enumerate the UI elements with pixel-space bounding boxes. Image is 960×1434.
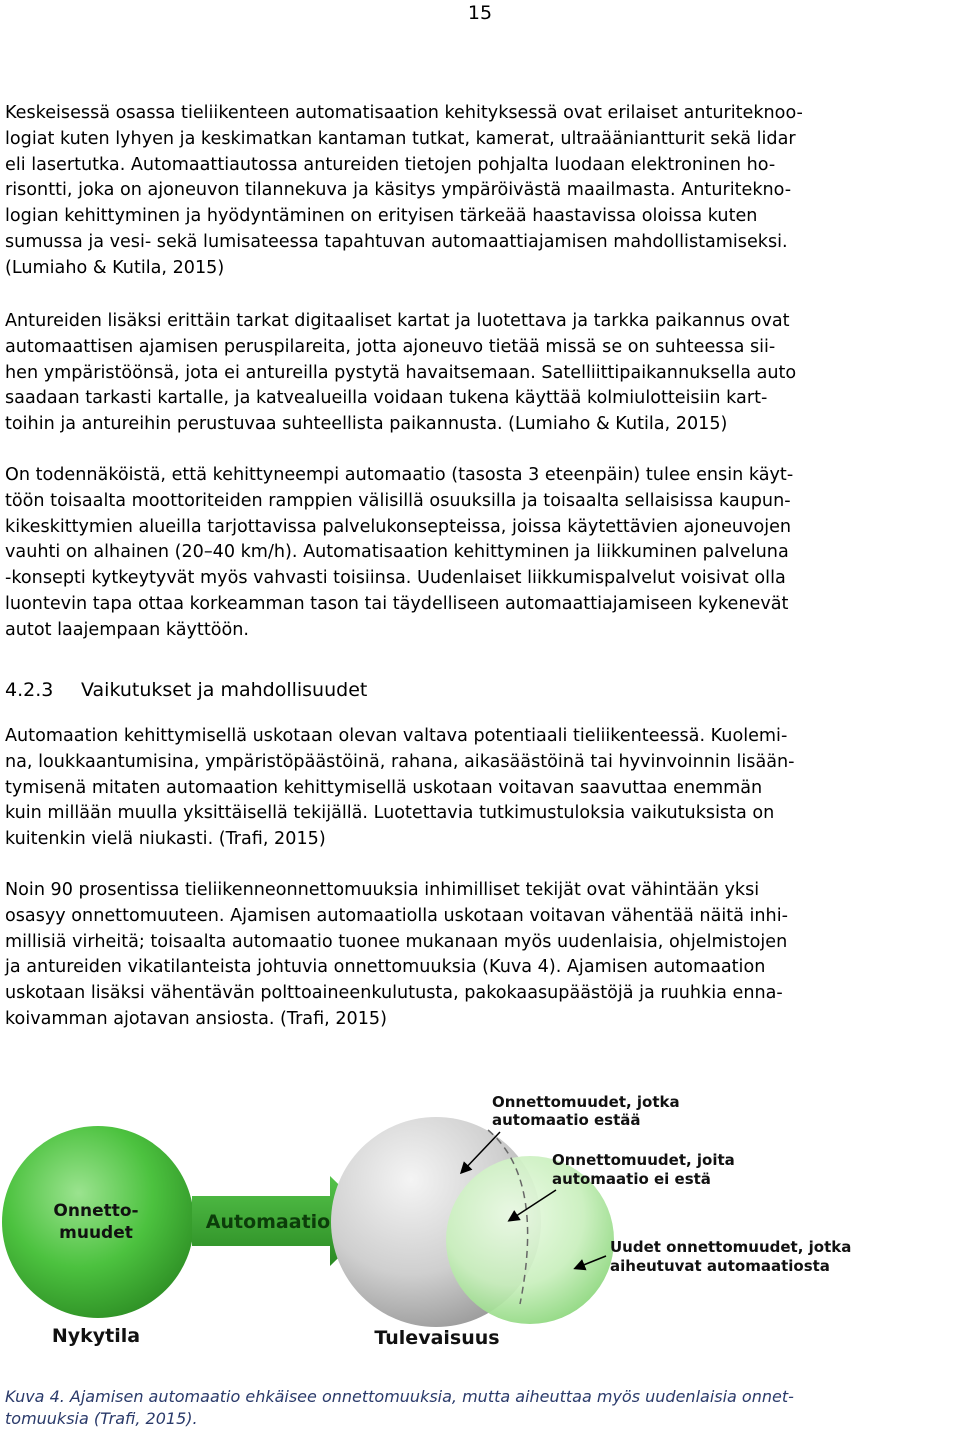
text-line: kuitenkin vielä niukasti. (Trafi, 2015) <box>5 829 326 850</box>
text-line: kuin millään muulla yksittäisellä tekijällä. Luotettavia tutkimustuloksia vaikutuksista on <box>5 803 775 824</box>
section-heading <box>5 679 367 701</box>
text-line: Automaation kehittymisellä uskotaan olevan valtava potentiaali tieliikenteessä. Kuolemi- <box>5 726 788 746</box>
label-not-prevented-line2: automaatio ei estä <box>552 1170 711 1188</box>
label-future: Tulevaisuus <box>374 1327 500 1349</box>
paragraph-sensors <box>5 101 955 282</box>
text-line: koivamman ajotavan ansiosta. (Trafi, 2015) <box>5 1008 387 1029</box>
left-circle-label-line1: Onnetto- <box>53 1201 139 1221</box>
text-line: hen ympäristöönsä, jota ei antureilla pystytä havaitsemaan. Satelliittipaikannuksella auto <box>5 362 797 383</box>
text-line: vauhti on alhainen (20–40 km/h). Automatisaation kehittyminen ja liikkuminen palveluna <box>5 542 789 563</box>
text-line: toihin ja antureihin perustuvaa suhteellista paikannusta. (Lumiaho & Kutila, 2015) <box>5 414 728 435</box>
text-line: Keskeisessä osassa tieliikenteen automatisaation kehityksessä ovat erilaiset anturiteknoo- <box>5 103 803 123</box>
section-number: 4.2.3 <box>5 679 54 701</box>
text-line: uskotaan lisäksi vähentävän polttoaineenkulutusta, pakokaasupäästöjä ja ruuhkia enna- <box>5 983 783 1004</box>
label-new-line1: Uudet onnettomuudet, jotka <box>610 1238 852 1256</box>
text-line: luontevin tapa ottaa korkeamman tason tai täydelliseen automaattiajamiseen kykenevät <box>5 593 789 614</box>
left-circle-label-line2: muudet <box>59 1223 133 1243</box>
text-line: logian kehittyminen ja hyödyntäminen on erityisen tärkeää haastavissa oloissa kuten <box>5 206 758 227</box>
paragraph-services <box>5 463 955 644</box>
text-line: osasyy onnettomuuteen. Ajamisen automaatiolla uskotaan voitavan vähentää näitä inhi- <box>5 905 788 926</box>
label-new-line2: aiheutuvat automaatiosta <box>610 1257 830 1275</box>
label-not-prevented-line1: Onnettomuudet, joita <box>552 1151 735 1169</box>
text-line: sumussa ja vesi- sekä lumisateessa tapahtuvan automaattiajamisen mahdollistamiseksi. <box>5 231 788 252</box>
caption-line: Kuva 4. Ajamisen automaatio ehkäisee onnettomuuksia, mutta aiheuttaa myös uudenlaisia onnet- <box>5 1387 794 1406</box>
text-line: autot laajempaan käyttöön. <box>5 619 250 640</box>
automation-arrow-label: Automaatio <box>205 1211 331 1233</box>
current-accidents-circle <box>2 1126 194 1318</box>
label-prevented-line2: automaatio estää <box>492 1111 641 1129</box>
label-prevented-line1: Onnettomuudet, jotka <box>492 1093 680 1111</box>
text-line: saadaan tarkasti kartalle, ja katvealueilla voidaan tukena käyttää kolmiulotteisiin kart- <box>5 388 768 409</box>
text-line: Antureiden lisäksi erittäin tarkat digitaaliset kartat ja luotettava ja tarkka paikannus ovat <box>5 311 790 331</box>
text-line: eli lasertutka. Automaattiautossa antureiden tietojen pohjalta luodaan elektroninen ho- <box>5 154 776 175</box>
figure-caption <box>5 1386 955 1430</box>
text-line: na, loukkaantumisina, ympäristöpäästöinä, rahana, aikasäästöinä tai hyvinvoinnin lisään- <box>5 751 795 772</box>
text-line: automaattisen ajamisen peruspilareita, jotta ajoneuvo tietää missä se on suhteessa sii- <box>5 336 776 357</box>
text-line: tymisenä mitaten automaation kehittymisellä uskotaan voitavan saavuttaa enemmän <box>5 777 763 798</box>
text-line: On todennäköistä, että kehittyneempi automaatio (tasosta 3 eteenpäin) tulee ensin käyt- <box>5 465 794 485</box>
text-line: millisiä virheitä; toisaalta automaatio tuonee mukanaan myös uudenlaisia, ohjelmistojen <box>5 931 788 952</box>
text-line: (Lumiaho & Kutila, 2015) <box>5 257 225 278</box>
text-line: töön toisaalta moottoriteiden ramppien välisillä osuuksilla ja toisaalta sellaisissa kaupun- <box>5 490 791 511</box>
text-line: risontti, joka on ajoneuvon tilannekuva ja käsitys ympäröivästä maailmasta. Anturitekno- <box>5 180 792 201</box>
caption-line: tomuuksia (Trafi, 2015). <box>5 1409 198 1428</box>
text-line: Noin 90 prosentissa tieliikenneonnettomuuksia inhimilliset tekijät ovat vähintään yksi <box>5 880 760 900</box>
label-current-state: Nykytila <box>51 1325 141 1347</box>
page-number: 15 <box>467 2 493 24</box>
text-line: kikeskittymien alueilla tarjottavissa palvelukonsepteissa, joissa käytettävien ajoneuvojen <box>5 516 792 537</box>
automation-accidents-figure <box>0 1068 960 1373</box>
text-line: ja antureiden vikatilanteista johtuvia onnettomuuksia (Kuva 4). Ajamisen automaation <box>5 957 766 978</box>
text-line: logiat kuten lyhyen ja keskimatkan kantaman tutkat, kamerat, ultraääniantturit sekä lidar <box>5 128 796 149</box>
section-title: Vaikutukset ja mahdollisuudet <box>81 679 368 701</box>
paragraph-potential <box>5 724 955 853</box>
paragraph-maps <box>5 309 955 438</box>
paragraph-accidents <box>5 878 955 1033</box>
text-line: -konsepti kytkeytyvät myös vahvasti toisiinsa. Uudenlaiset liikkumispalvelut voisivat olla <box>5 568 786 589</box>
